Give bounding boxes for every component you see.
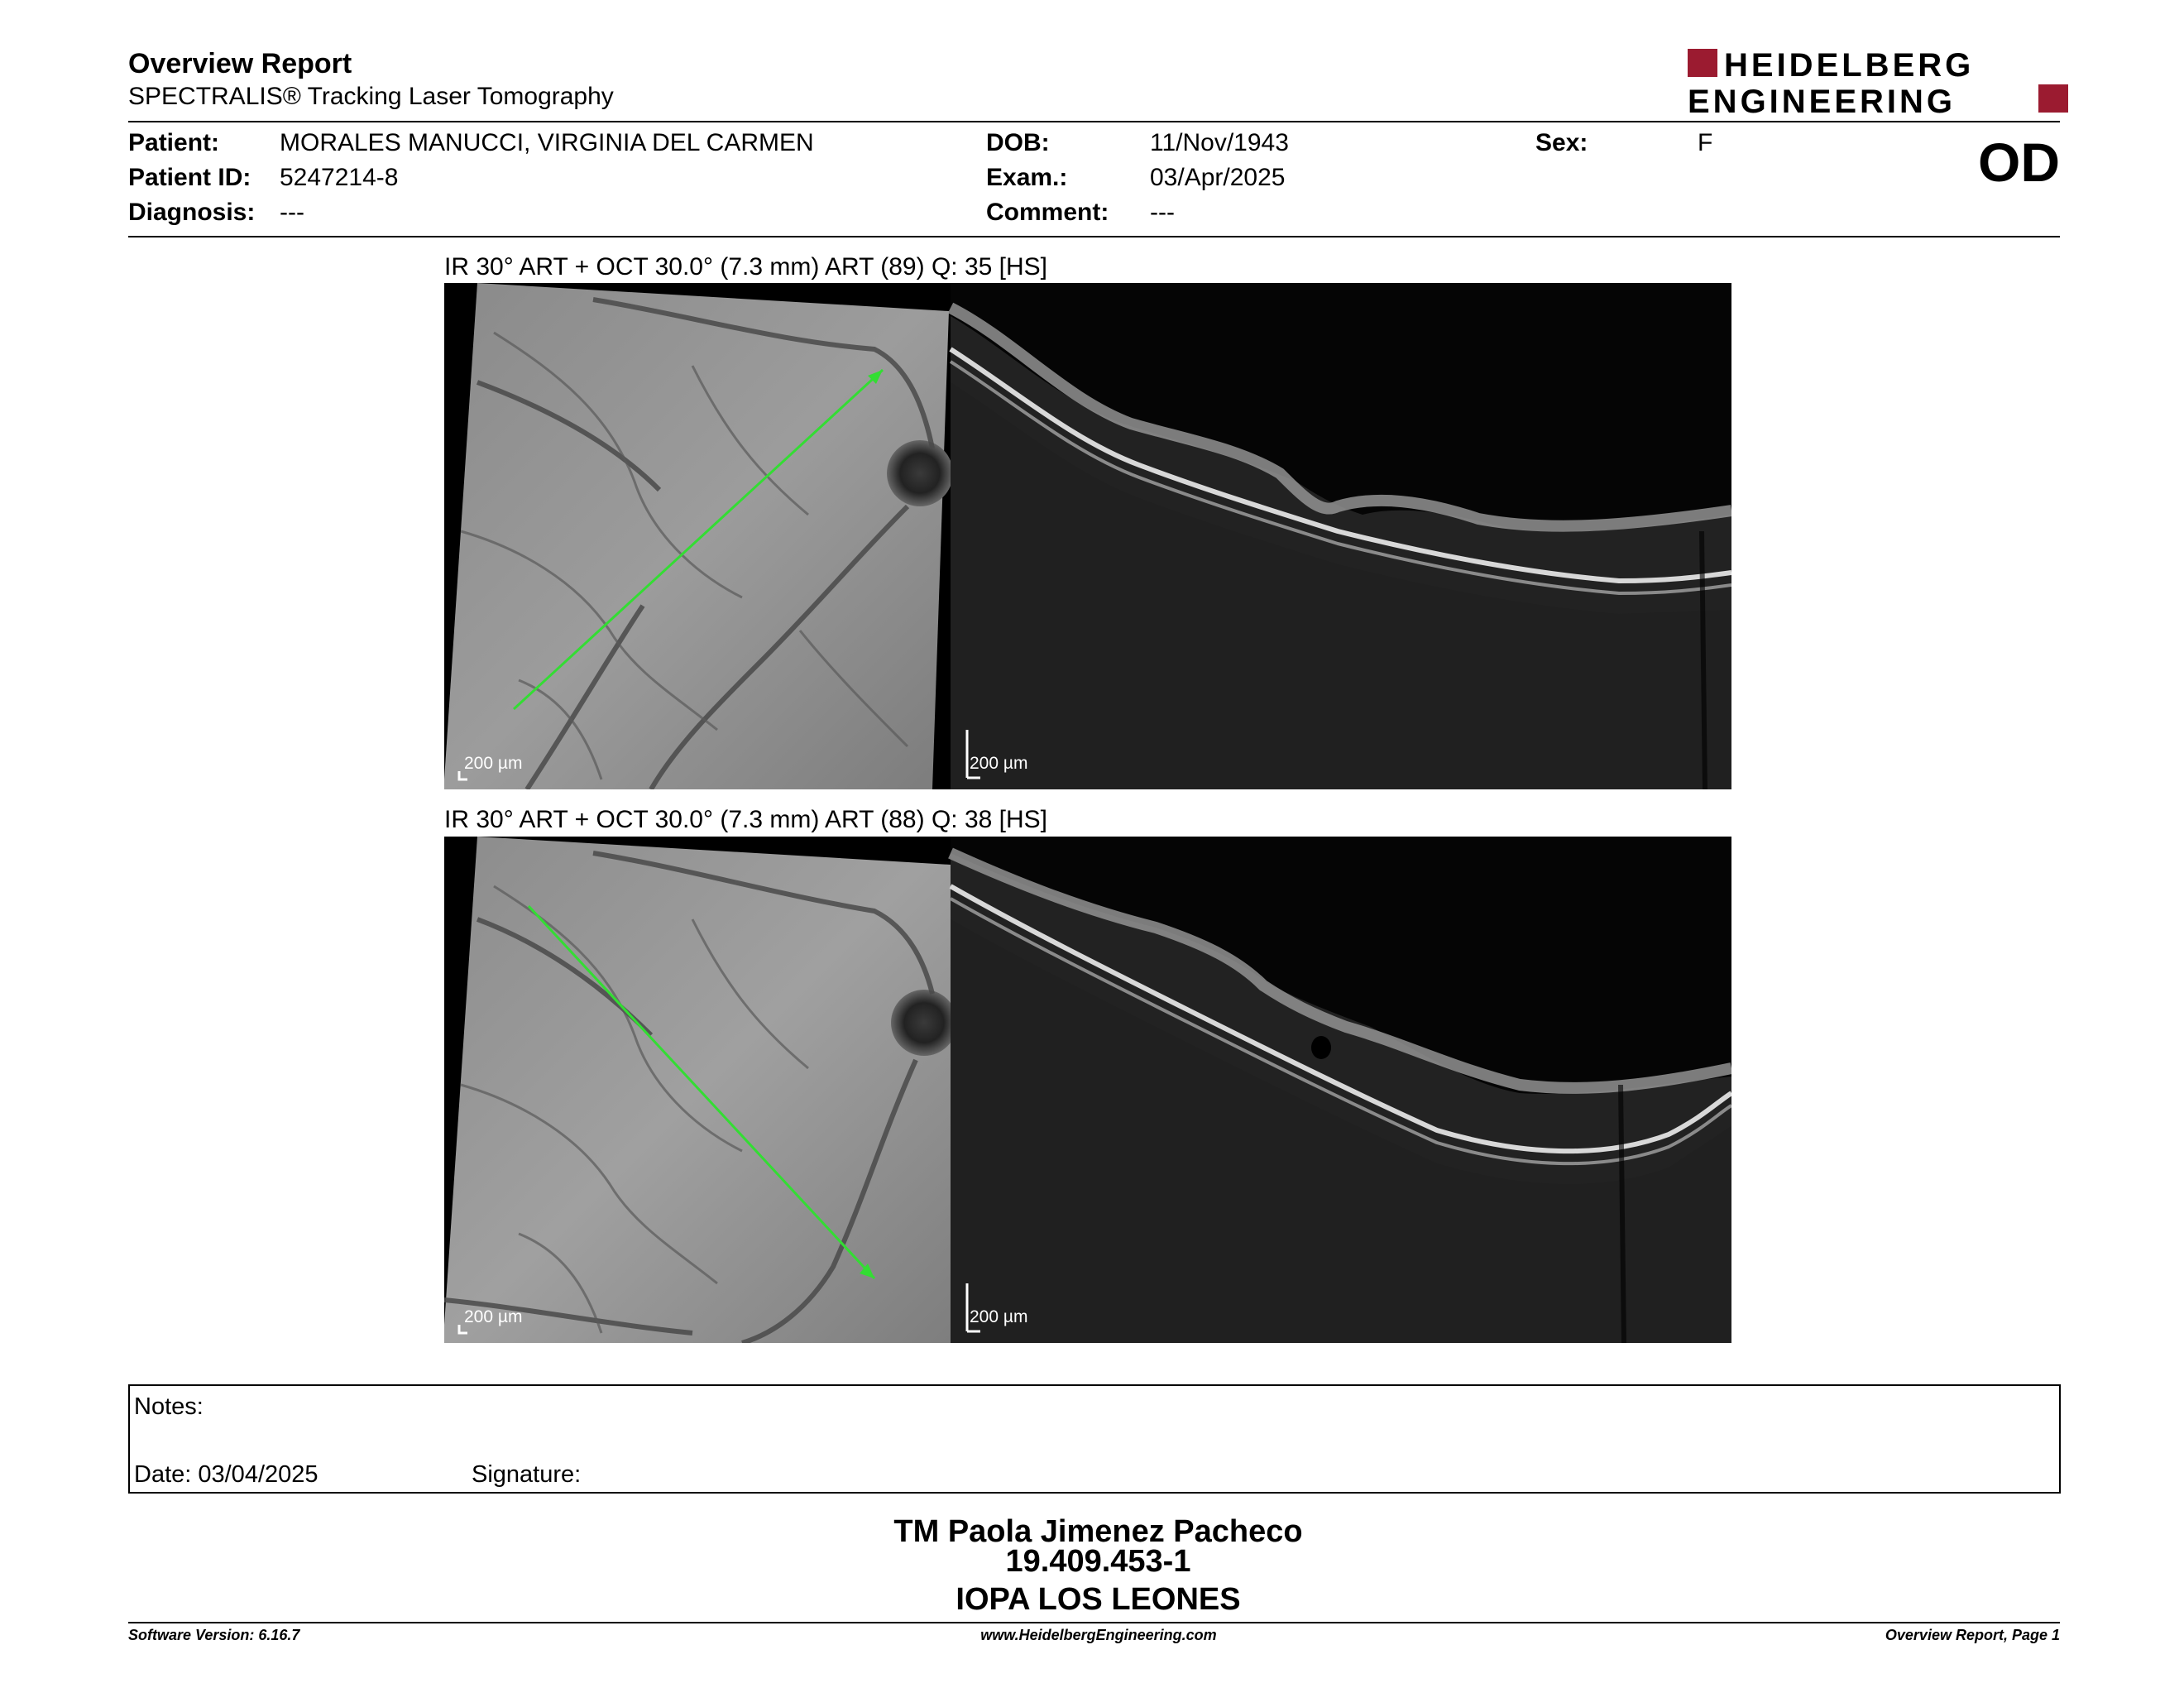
report-subtitle: SPECTRALIS® Tracking Laser Tomography xyxy=(128,83,614,110)
svg-text:HEIDELBERG: HEIDELBERG xyxy=(1724,47,1975,84)
website-link[interactable]: www.HeidelbergEngineering.com xyxy=(980,1627,1217,1643)
patient-label: Patient: xyxy=(128,129,220,156)
diagnosis-value: --- xyxy=(280,199,304,226)
svg-text:ENGINEERING: ENGINEERING xyxy=(1688,84,1956,116)
ir-scale-label: 200 µm xyxy=(464,1307,523,1326)
header-rule xyxy=(128,121,2060,122)
oct-scale-label: 200 µm xyxy=(970,754,1028,773)
exam-label: Exam.: xyxy=(986,164,1068,191)
comment-label: Comment: xyxy=(986,199,1109,226)
ir-oct-image xyxy=(444,283,1731,789)
eye-indicator: OD xyxy=(1978,132,2060,193)
ir-oct-image xyxy=(444,837,1731,1343)
scan-panel xyxy=(444,283,1731,789)
footer-rule xyxy=(128,1622,2060,1623)
software-version: Software Version: 6.16.7 xyxy=(128,1627,300,1643)
notes-box xyxy=(128,1384,2061,1494)
signature-label: Signature: xyxy=(472,1461,582,1488)
operator-center: IOPA LOS LEONES xyxy=(956,1582,1241,1617)
sex-value: F xyxy=(1698,129,1713,156)
patient-id-label: Patient ID: xyxy=(128,164,251,191)
comment-value: --- xyxy=(1150,199,1175,226)
scan-caption: IR 30° ART + OCT 30.0° (7.3 mm) ART (89) Q: 35 [HS] xyxy=(444,253,1047,281)
ir-scale-label: 200 µm xyxy=(464,754,523,773)
dob-value: 11/Nov/1943 xyxy=(1150,129,1289,156)
page-indicator: Overview Report, Page 1 xyxy=(1885,1627,2060,1643)
patient-rule xyxy=(128,236,2060,237)
operator-name: TM Paola Jimenez Pacheco xyxy=(893,1514,1303,1549)
scan-panel xyxy=(444,837,1731,1343)
patient-id-value: 5247214-8 xyxy=(280,164,399,191)
report-title: Overview Report xyxy=(128,48,352,79)
notes-label: Notes: xyxy=(134,1393,204,1420)
heidelberg-engineering-logo xyxy=(1688,46,2068,116)
date-label: Date: 03/04/2025 xyxy=(134,1461,318,1488)
exam-value: 03/Apr/2025 xyxy=(1150,164,1286,191)
dob-label: DOB: xyxy=(986,129,1050,156)
sex-label: Sex: xyxy=(1535,129,1588,156)
patient-name: MORALES MANUCCI, VIRGINIA DEL CARMEN xyxy=(280,129,814,156)
diagnosis-label: Diagnosis: xyxy=(128,199,256,226)
oct-scale-label: 200 µm xyxy=(970,1307,1028,1326)
operator-id: 19.409.453-1 xyxy=(1005,1544,1191,1579)
scan-caption: IR 30° ART + OCT 30.0° (7.3 mm) ART (88) Q: 38 [HS] xyxy=(444,806,1047,833)
